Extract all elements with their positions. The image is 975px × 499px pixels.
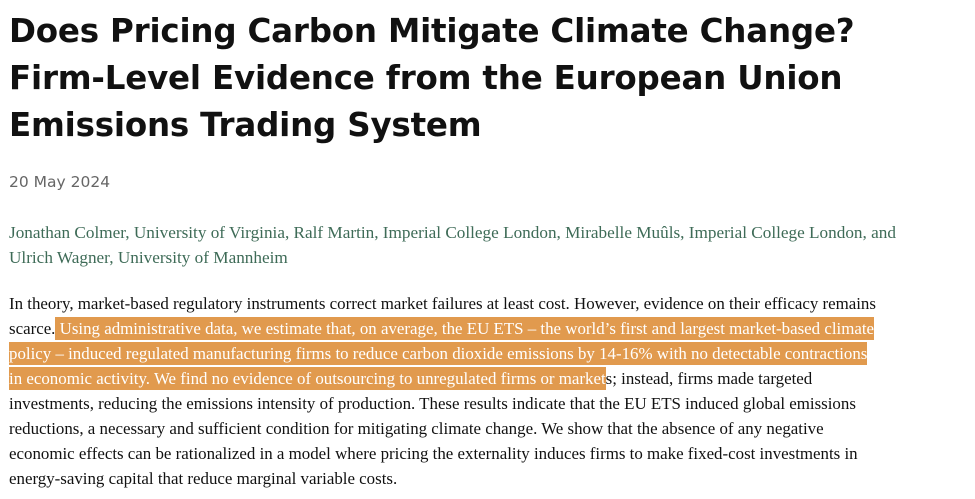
selected-text[interactable]: policy – induced regulated manufacturing firms to reduce carbon dioxide emissions by 14-16% with no detectable contractions (9, 344, 868, 363)
selected-text[interactable]: Using administrative data, we estimate that, on average, the EU ETS – the world’s first and largest market-based climate (55, 319, 875, 338)
abstract-line (9, 341, 967, 366)
abstract-line (9, 316, 967, 341)
title-line: Emissions Trading System (9, 106, 482, 144)
author-line: Jonathan Colmer, University of Virginia, Ralf Martin, Imperial College London, Mirabelle Muûls, Imperial College London, and (9, 223, 896, 242)
publication-date: 20 May 2024 (9, 173, 111, 191)
title-line: Does Pricing Carbon Mitigate Climate Change? (9, 12, 855, 50)
abstract-line: investments, reducing the emissions intensity of production. These results indicate that the EU ETS induced global emissions (9, 394, 856, 413)
abstract-line (9, 366, 967, 391)
abstract-line: energy-saving capital that reduce marginal variable costs. (9, 469, 398, 488)
title-line: Firm-Level Evidence from the European Union (9, 59, 843, 97)
selected-text[interactable]: in economic activity. We find no evidence of outsourcing to unregulated firms or market (9, 369, 606, 388)
abstract-text: scarce. (9, 319, 56, 338)
author-line: Ulrich Wagner, University of Mannheim (9, 248, 288, 267)
author-list (9, 220, 967, 270)
abstract-line: In theory, market-based regulatory instruments correct market failures at least cost. However, evidence on their efficacy remains (9, 294, 876, 313)
abstract-line: reductions, a necessary and sufficient condition for mitigating climate change. We show that the absence of any negative (9, 419, 824, 438)
article-title (9, 8, 967, 149)
abstract-paragraph (9, 291, 967, 491)
abstract-line: economic effects can be rationalized in a model where pricing the externality induces firms to make fixed-cost investments in (9, 444, 858, 463)
abstract-text: s; instead, firms made targeted (605, 369, 813, 388)
article (9, 8, 967, 491)
